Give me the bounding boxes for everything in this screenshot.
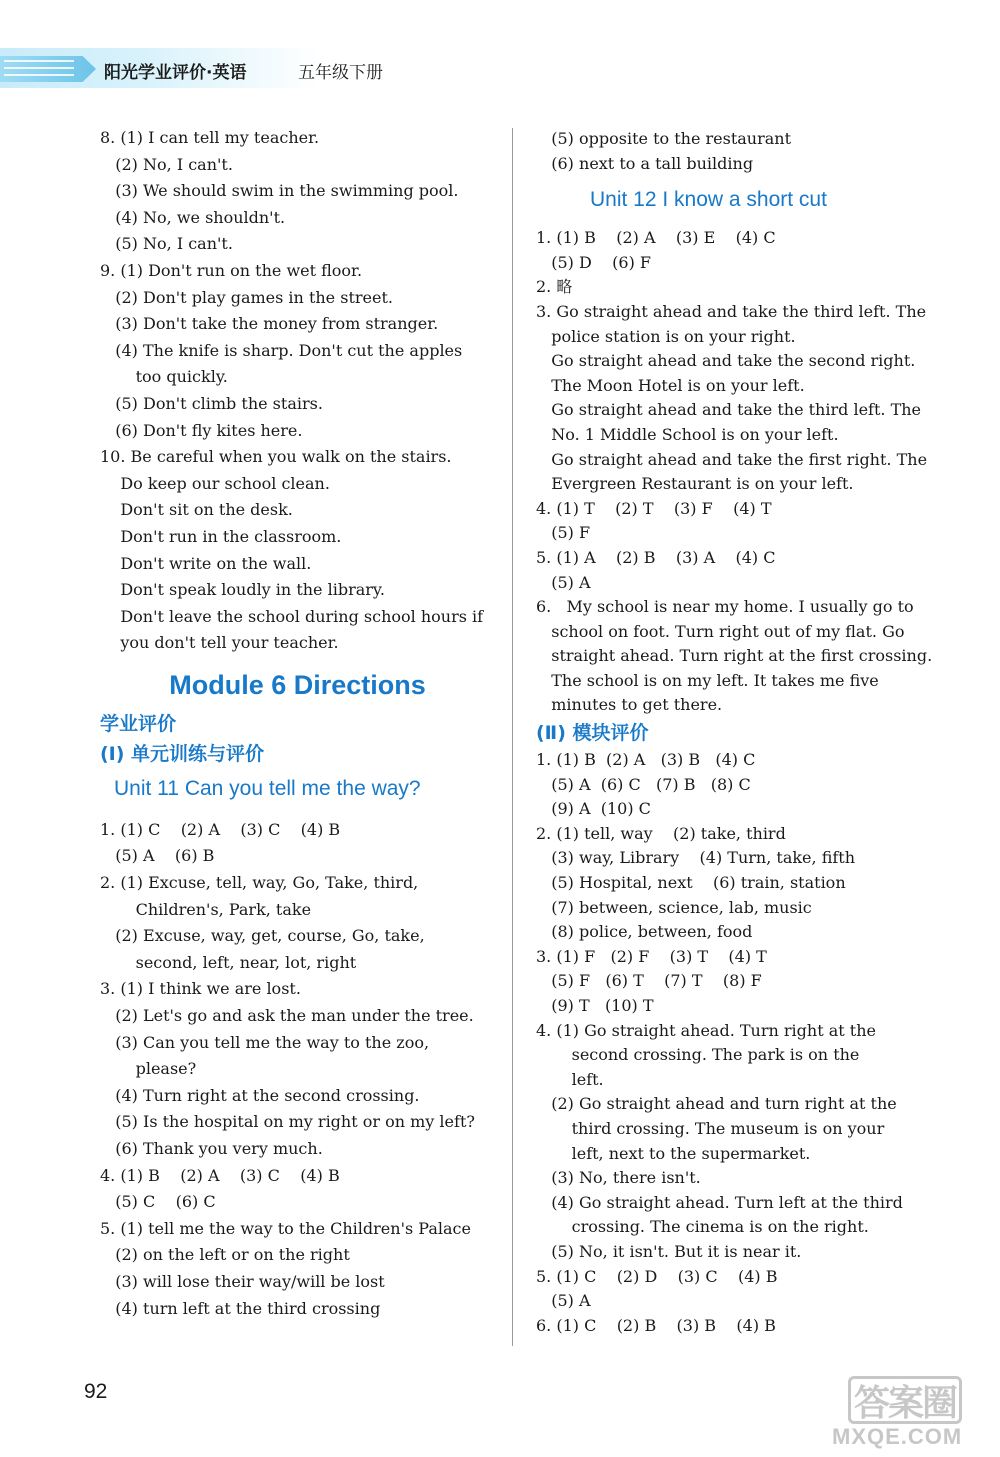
left-column: [100, 125, 495, 1322]
answer-line: 10. Be careful when you walk on the stairs.: [100, 447, 452, 467]
answer-line: (4) The knife is sharp. Don't cut the apples: [100, 340, 463, 360]
answer-line: (2) on the left or on the right: [100, 1245, 350, 1265]
answer-line: Don't run in the classroom.: [100, 526, 342, 546]
answer-line: (8) police, between, food: [536, 922, 753, 942]
answer-line: (5) Hospital, next (6) train, station: [536, 873, 846, 893]
answer-line: Go straight ahead and take the second right.: [536, 351, 916, 371]
answer-line: (5) No, I can't.: [100, 234, 233, 254]
answer-line: Do keep our school clean.: [100, 473, 330, 493]
answer-line: 3. (1) I think we are lost.: [100, 979, 301, 999]
answer-line: too quickly.: [100, 367, 228, 387]
answer-line: Children's, Park, take: [100, 899, 312, 919]
watermark-title: 答案圈: [853, 1382, 956, 1424]
answer-line: Don't leave the school during school hours if: [100, 606, 484, 626]
answer-line: Go straight ahead and take the third left. The: [536, 400, 922, 420]
answer-line: 4. (1) Go straight ahead. Turn right at the: [536, 1020, 876, 1040]
unit12-answers: [536, 226, 933, 718]
answer-line: (2) Excuse, way, get, course, Go, take,: [100, 926, 425, 946]
answer-line: (3) Don't take the money from stranger.: [100, 314, 439, 334]
module-eval-title: (Ⅱ) 模块评价: [536, 722, 649, 745]
answer-line: (5) Is the hospital on my right or on my left?: [100, 1112, 475, 1132]
answer-line: minutes to get there.: [536, 695, 723, 715]
answer-line: (4) Go straight ahead. Turn left at the third: [536, 1192, 903, 1212]
q8-answers: [100, 125, 495, 258]
answer-line: left, next to the supermarket.: [536, 1143, 811, 1163]
answer-line: 4. (1) T (2) T (3) F (4) T: [536, 498, 772, 518]
answer-line: Go straight ahead and take the first right. The: [536, 449, 928, 469]
right-column: [536, 127, 933, 1338]
answer-line: The school is on my left. It takes me five: [536, 670, 879, 690]
watermark-site: MXQE.COM: [832, 1424, 963, 1449]
answer-line: (9) T (10) T: [536, 996, 654, 1015]
answer-line: Don't speak loudly in the library.: [100, 580, 385, 600]
answer-line: 9. (1) Don't run on the wet floor.: [100, 260, 363, 280]
answer-line: Don't sit on the desk.: [100, 500, 293, 520]
watermark-logo: [848, 1376, 962, 1424]
answer-line: 6. My school is near my home. I usually go to: [536, 597, 914, 617]
answer-line: (4) Turn right at the second crossing.: [100, 1085, 420, 1105]
unit11-title: Unit 11 Can you tell me the way?: [114, 776, 421, 800]
module-title: Module 6 Directions: [169, 669, 426, 700]
answer-line: (2) Go straight ahead and turn right at the: [536, 1094, 897, 1114]
answer-line: (5) Don't climb the stairs.: [100, 393, 323, 413]
q10-answers: [100, 444, 495, 657]
answer-line: 5. (1) C (2) D (3) C (4) B: [536, 1266, 778, 1286]
module-eval-answers: [536, 748, 928, 1338]
answer-line: crossing. The cinema is on the right.: [536, 1217, 869, 1237]
answer-line: (3) Can you tell me the way to the zoo,: [100, 1032, 430, 1052]
answer-line: (5) A: [536, 572, 591, 592]
answer-line: 5. (1) tell me the way to the Children's Palace: [100, 1218, 471, 1238]
answer-line: third crossing. The museum is on your: [536, 1118, 885, 1138]
q9-answers: [100, 258, 495, 444]
answer-line: 8. (1) I can tell my teacher.: [100, 128, 320, 147]
grade-label: 五年级下册: [298, 63, 383, 83]
answer-line: 1. (1) C (2) A (3) C (4) B: [100, 819, 341, 839]
answer-line: (5) No, it isn't. But it is near it.: [536, 1241, 802, 1261]
page-number: 92: [84, 1380, 108, 1403]
answer-line: 1. (1) B (2) A (3) E (4) C: [536, 228, 776, 248]
answer-line: (2) No, I can't.: [100, 154, 233, 174]
answer-line: (5) F (6) T (7) T (8) F: [536, 971, 762, 991]
answer-line: 6. (1) C (2) B (3) B (4) B: [536, 1315, 776, 1335]
answer-line: (6) next to a tall building: [536, 153, 754, 173]
answer-line: 2. (1) Excuse, tell, way, Go, Take, third,: [100, 873, 419, 893]
answer-line: 2. (1) tell, way (2) take, third: [536, 823, 786, 843]
answer-line: (5) A (6) B: [100, 846, 215, 866]
answer-line: (2) Let's go and ask the man under the tree.: [100, 1006, 474, 1026]
answer-line: (5) F: [536, 523, 591, 543]
answer-line: (5) C (6) C: [100, 1192, 216, 1212]
answer-line: police station is on your right.: [536, 326, 796, 346]
answer-line: Don't write on the wall.: [100, 553, 312, 573]
subsection-title: (Ⅰ) 单元训练与评价: [100, 742, 265, 765]
answer-line: second, left, near, lot, right: [100, 952, 357, 972]
book-series-title: 阳光学业评价·英语: [104, 63, 247, 83]
answer-line: (3) will lose their way/will be lost: [100, 1271, 385, 1291]
answer-line: The Moon Hotel is on your left.: [536, 375, 805, 395]
answer-line: Evergreen Restaurant is on your left.: [536, 474, 854, 494]
answer-line: (4) turn left at the third crossing: [100, 1298, 381, 1318]
answer-line: (6) Don't fly kites here.: [100, 420, 303, 440]
answer-line: second crossing. The park is on the: [536, 1045, 860, 1065]
answer-line: (9) A (10) C: [536, 799, 651, 819]
answer-line: (3) way, Library (4) Turn, take, fifth: [536, 848, 856, 868]
answer-line: 5. (1) A (2) B (3) A (4) C: [536, 547, 776, 567]
answer-line: (3) We should swim in the swimming pool.: [100, 181, 459, 201]
answer-line: (7) between, science, lab, music: [536, 897, 812, 917]
answer-line: school on foot. Turn right out of my flat. Go: [536, 621, 905, 641]
section-title: 学业评价: [100, 712, 177, 735]
answer-line: (5) opposite to the restaurant: [536, 129, 792, 148]
answer-line: (2) Don't play games in the street.: [100, 287, 393, 307]
unit12-title: Unit 12 I know a short cut: [590, 188, 827, 212]
answer-line: please?: [100, 1059, 197, 1079]
answer-line: left.: [536, 1069, 604, 1089]
header-stripes-decoration: [4, 60, 74, 81]
answer-line: (5) D (6) F: [536, 252, 652, 272]
answer-line: (6) Thank you very much.: [100, 1139, 323, 1158]
answer-line: 1. (1) B (2) A (3) B (4) C: [536, 750, 756, 770]
answer-line: you don't tell your teacher.: [100, 633, 339, 653]
answer-line: straight ahead. Turn right at the first crossing.: [536, 646, 933, 666]
answer-line: 3. Go straight ahead and take the third left. The: [536, 301, 927, 321]
unit11-continued-answers: [536, 127, 928, 176]
answer-line: 3. (1) F (2) F (3) T (4) T: [536, 946, 767, 966]
answer-line: No. 1 Middle School is on your left.: [536, 424, 839, 444]
answer-line: 2. 略: [536, 277, 573, 297]
answer-line: (4) No, we shouldn't.: [100, 207, 286, 227]
unit11-answers: [100, 817, 495, 1322]
answer-line: (3) No, there isn't.: [536, 1168, 701, 1188]
answer-line: 4. (1) B (2) A (3) C (4) B: [100, 1165, 340, 1185]
column-divider: [512, 128, 513, 1346]
answer-line: (5) A (6) C (7) B (8) C: [536, 774, 751, 794]
answer-line: (5) A: [536, 1291, 591, 1311]
